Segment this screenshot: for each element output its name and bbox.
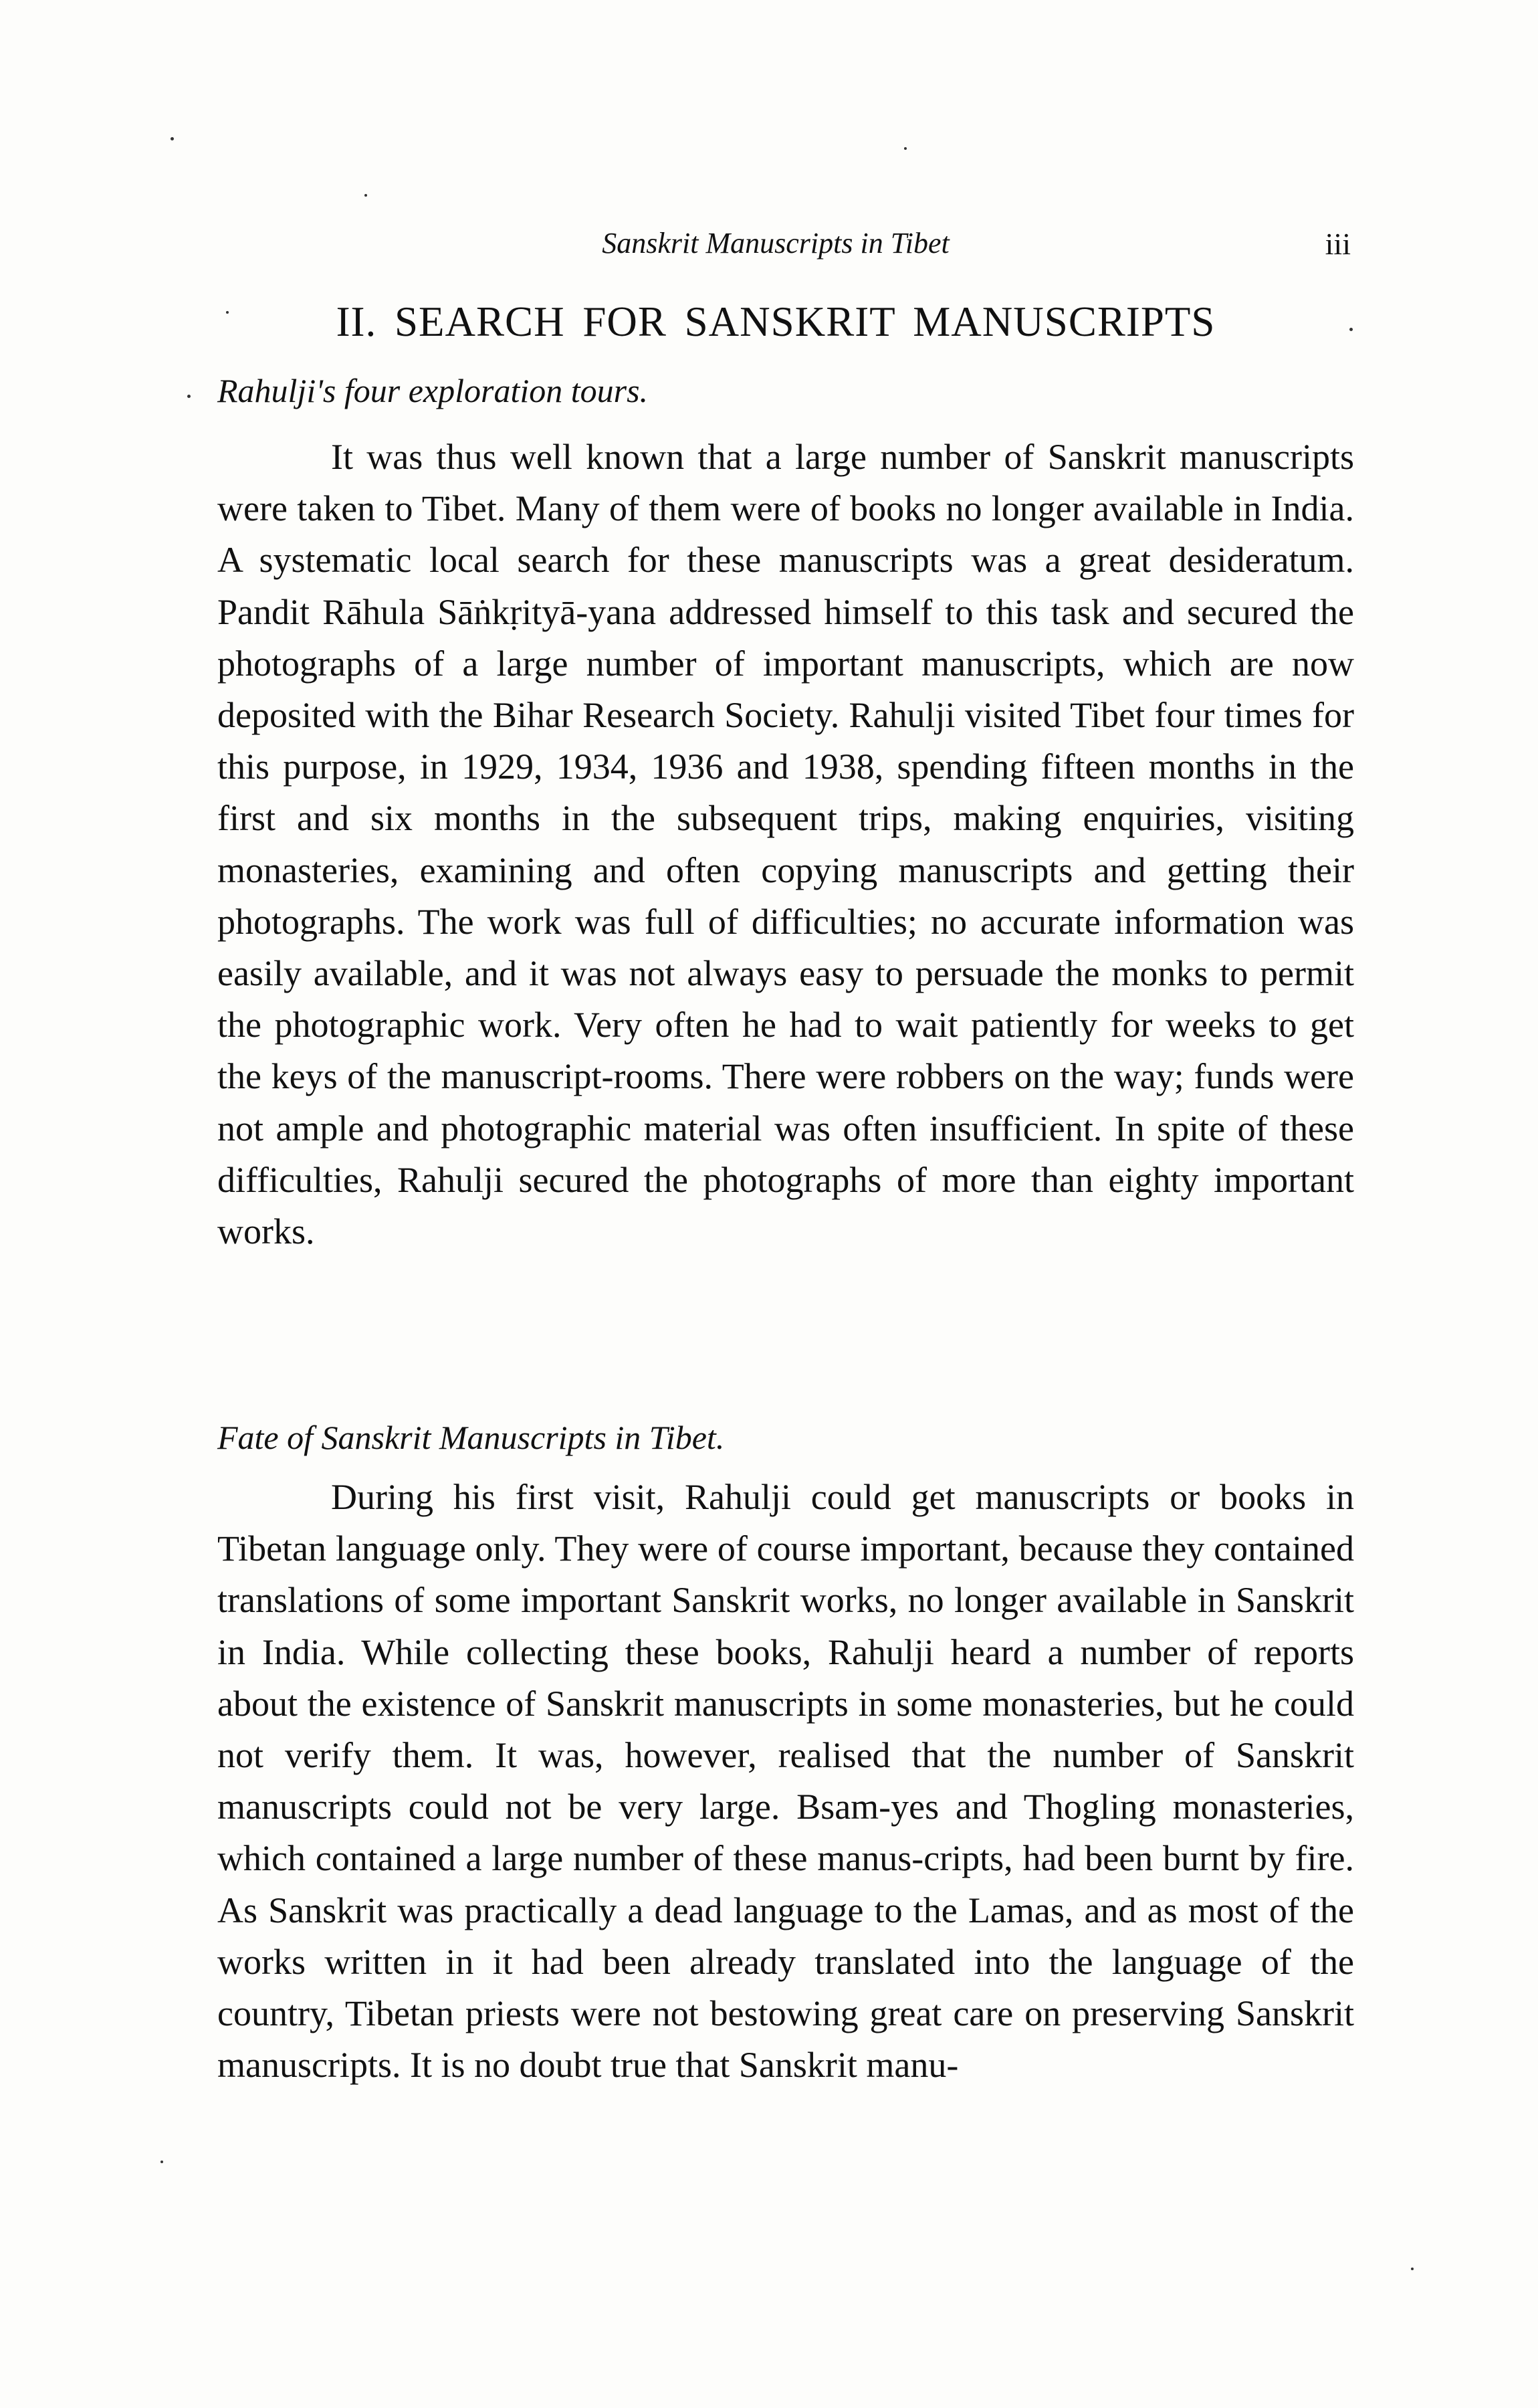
- scan-speck: [364, 194, 367, 197]
- scan-speck: [160, 2161, 163, 2163]
- scan-speck: [226, 311, 229, 314]
- paragraph-fate-of-manuscripts: During his first visit, Rahulji could get manuscripts or books in Tibetan language only. They were of course important, because they contained translations of some important Sanskrit works, no longer available in Sanskrit in India. While collecting these books, Rahulji heard a number of reports about the existence of Sanskrit manuscripts in some monasteries, but he could not verify them. It was, however, realised that the number of Sanskrit manuscripts could not be very large. Bsam-yes and Thogling monasteries, which contained a large number of these manus-cripts, had been burnt by fire. As Sanskrit was practically a dead language to the Lamas, and as most of the works written in it had been already translated into the language of the country, Tibetan priests were not bestowing great care on preserving Sanskrit manuscripts. It is no doubt true that Sanskrit manu-: [217, 1477, 1354, 2086]
- subsection-title-fate-of-manuscripts: Fate of Sanskrit Manuscripts in Tibet.: [217, 1419, 725, 1456]
- scan-speck: [1349, 328, 1353, 331]
- running-title: Sanskrit Manuscripts in Tibet: [602, 227, 950, 260]
- scan-speck: [904, 147, 907, 150]
- subsection-title-exploration-tours: Rahulji's four exploration tours.: [217, 372, 649, 409]
- section-heading: II. SEARCH FOR SANSKRIT MANUSCRIPTS: [336, 298, 1216, 345]
- paragraph-exploration-tours: It was thus well known that a large number of Sanskrit manuscripts were taken to Tibet. Many of them were of books no longer available in India. A systematic local search for these manuscripts was a great desideratum. Pandit Rāhula Sāṅkṛityā-yana addressed himself to this task and secured the photographs of a large number of important manuscripts, which are now deposited with the Bihar Research Society. Rahulji visited Tibet four times for this purpose, in 1929, 1934, 1936 and 1938, spending fifteen months in the first and six months in the subsequent trips, making enquiries, visiting monasteries, examining and often copying manuscripts and getting their photographs. The work was full of difficulties; no accurate information was easily available, and it was not always easy to persuade the monks to permit the photographic work. Very often he had to wait patiently for weeks to get the keys of the manuscript-rooms. There were robbers on the way; funds were not ample and photographic material was often insufficient. In spite of these difficulties, Rahulji secured the photographs of more than eighty important works.: [217, 437, 1354, 1252]
- page-number: iii: [1325, 227, 1351, 261]
- running-head: [201, 221, 1351, 268]
- scan-speck: [171, 137, 174, 140]
- scan-speck: [187, 395, 191, 398]
- scan-speck: [1411, 2268, 1414, 2270]
